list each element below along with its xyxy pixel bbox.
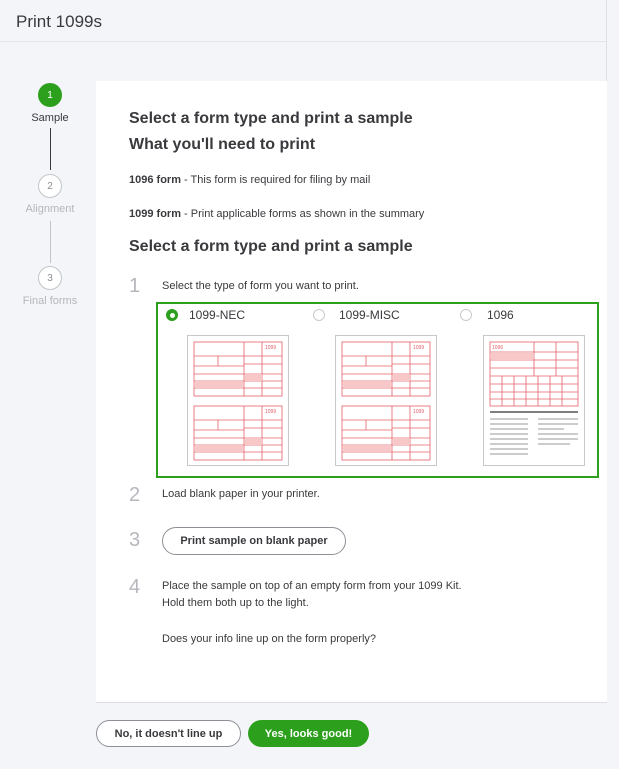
divider <box>606 0 607 82</box>
instruction-text: Hold them both up to the light. <box>162 597 309 609</box>
step-3-label: Final forms <box>22 295 78 307</box>
step-connector <box>50 221 51 263</box>
divider <box>96 702 607 703</box>
section-heading: Select a form type and print a sample <box>129 238 413 255</box>
requirement-1099 <box>129 208 424 220</box>
radio-1099-misc[interactable] <box>313 309 325 321</box>
radio-label[interactable]: 1099-MISC <box>339 308 400 322</box>
radio-label[interactable]: 1096 <box>487 308 514 322</box>
print-sample-button[interactable]: Print sample on blank paper <box>162 527 346 555</box>
form-thumb-label: 1099 <box>265 345 277 351</box>
yes-looks-good-button[interactable]: Yes, looks good! <box>248 720 369 747</box>
step-final-forms <box>14 266 86 307</box>
instruction-text: Select the type of form you want to print. <box>162 280 359 292</box>
step-2-label: Alignment <box>25 203 75 215</box>
step-number: 4 <box>129 576 141 598</box>
step-sample <box>14 83 86 124</box>
step-number: 2 <box>129 484 141 506</box>
page-title: Print 1099s <box>16 12 102 31</box>
step-1-label: Sample <box>31 112 69 124</box>
step-3-indicator: 3 <box>38 266 62 290</box>
requirement-1096 <box>129 174 370 186</box>
instruction-text: Place the sample on top of an empty form from your 1099 Kit. <box>162 580 462 592</box>
requirement-name: 1096 form <box>129 174 181 186</box>
requirement-name: 1099 form <box>129 208 181 220</box>
radio-1099-nec[interactable] <box>166 309 178 321</box>
step-2-indicator: 2 <box>38 174 62 198</box>
step-number: 3 <box>129 529 141 551</box>
radio-label[interactable]: 1099-NEC <box>189 308 246 322</box>
alignment-question: Does your info line up on the form properly? <box>162 633 377 645</box>
step-connector <box>50 128 51 170</box>
page-header <box>0 0 607 42</box>
radio-1096[interactable] <box>460 309 472 321</box>
requirement-desc: - This form is required for filing by mail <box>180 174 371 186</box>
form-thumb-label: 1099 <box>413 409 425 415</box>
form-thumb-label: 1099 <box>413 345 425 351</box>
form-1099-nec-preview[interactable] <box>187 335 289 466</box>
section-heading: Select a form type and print a sample <box>129 110 413 127</box>
step-number: 1 <box>129 275 141 297</box>
section-subheading: What you'll need to print <box>129 136 316 153</box>
form-thumb-label: 1099 <box>265 409 277 415</box>
no-misaligned-button[interactable]: No, it doesn't line up <box>96 720 241 747</box>
form-1096-preview[interactable] <box>483 335 585 466</box>
requirement-desc: - Print applicable forms as shown in the summary <box>180 208 425 220</box>
form-thumb-label: 1096 <box>492 345 504 351</box>
form-1099-misc-preview[interactable] <box>335 335 437 466</box>
instruction-text: Load blank paper in your printer. <box>162 488 320 500</box>
step-1-indicator: 1 <box>38 83 62 107</box>
step-alignment <box>14 174 86 215</box>
